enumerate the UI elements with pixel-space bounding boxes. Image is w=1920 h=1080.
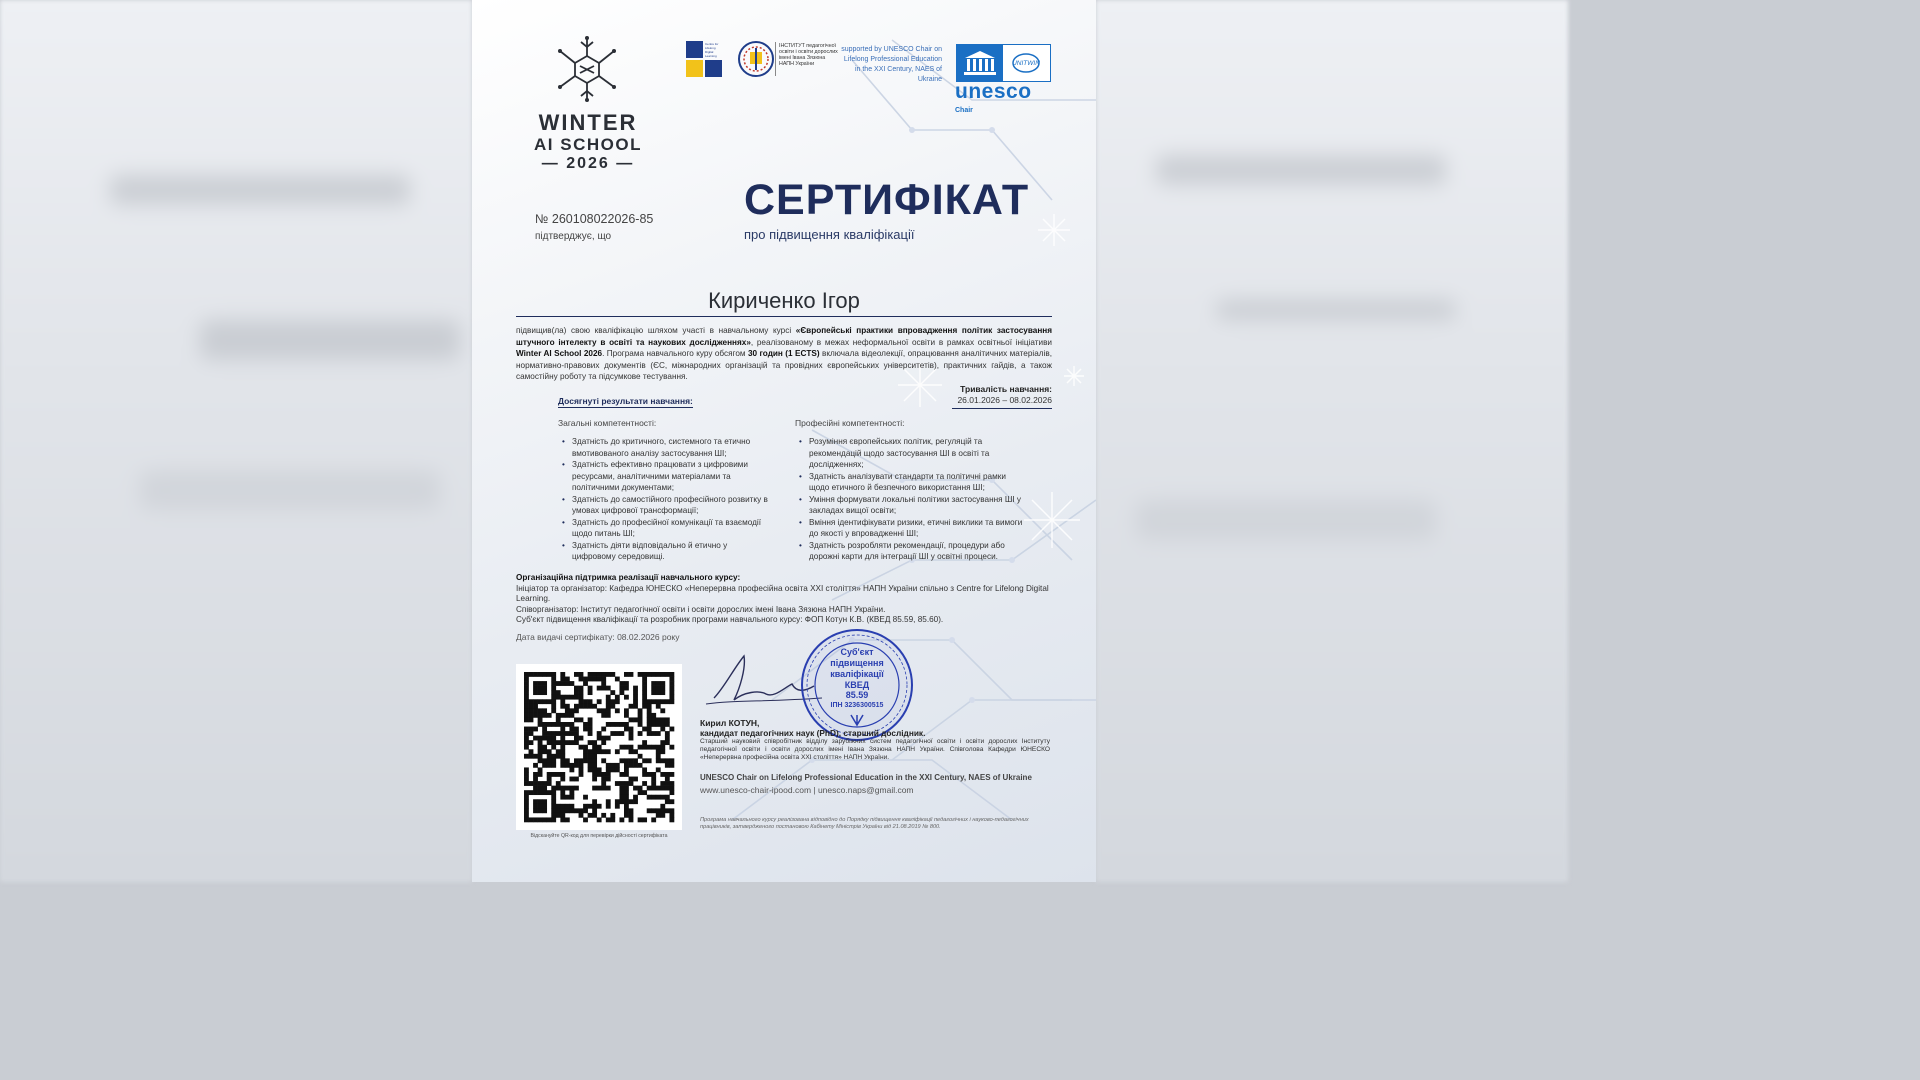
stamp-line-4: КВЕД [844, 680, 870, 690]
general-competences [558, 418, 768, 563]
unesco-temple-icon [957, 45, 1050, 81]
logo-line-ai-school: AI SCHOOL [534, 135, 642, 154]
signer-name-text: Кирил КОТУН, [700, 718, 760, 728]
issue-date: Дата видачі сертифікату: 08.02.2026 року [516, 632, 680, 642]
unesco-logo-box [956, 44, 1051, 82]
organization-line-3: Суб'єкт підвищення кваліфікації та розробник програми навчального курсу: ФОП Котун К.В. (КВЕД 85.59, 85.60). [516, 615, 944, 624]
unitwin-label: UNITWIN [1012, 60, 1040, 67]
signer-degree: кандидат педагогічних наук (PhD), старший дослідник. [700, 728, 926, 738]
duration-label: Тривалість навчання: [960, 384, 1052, 394]
official-stamp [799, 627, 915, 743]
desc-part-4: включала відеолекції, опрацювання аналітичних матеріалів, нормативно-правових документів (ЄС, міжнародних організацій та провідних європейських університетів), практичних гайдів, а також самостійну роботу та підсумкове тестування. [516, 349, 1052, 381]
course-hours: 30 годин (1 ECTS) [747, 349, 820, 358]
list-item: • Здатність розробляти рекомендації, процедури або дорожні карти для інтеграції ШІ у освітні процеси. [795, 540, 1025, 563]
organization-block [516, 573, 1076, 626]
unesco-chair-label: Chair [955, 107, 973, 114]
list-item: • Уміння формувати локальні політики застосування ШІ у закладах вищої освіти; [795, 494, 1025, 517]
stamp-line-5: 85.59 [845, 690, 869, 700]
qr-code-image [516, 664, 682, 830]
logo-line-year: — 2026 — [541, 155, 635, 172]
duration-underline [952, 408, 1052, 409]
general-heading: Загальні компетентності: [558, 418, 657, 428]
list-item: • Здатність до професійної комунікації та взаємодії щодо питань ШІ; [558, 517, 768, 540]
certificate-number: № 260108022026-85 [535, 212, 654, 226]
certificate-title: СЕРТИФІКАТ [744, 176, 1030, 224]
list-item: • Розуміння європейських політик, регуляцій та рекомендацій щодо застосування ШІ в освіті та дослідженнях; [795, 436, 1025, 471]
list-item: • Здатність до критичного, системного та етично вмотивованого аналізу застосування ШІ; [558, 436, 768, 459]
background-blur-left [0, 0, 472, 882]
stamp-line-3: кваліфікації [830, 669, 884, 679]
duration-value: 26.01.2026 – 08.02.2026 [957, 395, 1052, 405]
qr-code[interactable] [516, 664, 682, 830]
chair-contacts[interactable]: www.unesco-chair-ipood.com | unesco.naps@gmail.com [700, 785, 914, 795]
logo-line-winter: WINTER [538, 110, 638, 135]
stamp-line-1: Суб'єкт [840, 647, 874, 657]
recipient-name: Кириченко Ігор [708, 288, 860, 313]
legal-footnote: Програма навчального курсу реалізована відповідно до Порядку підвищення кваліфікації педагогічних і науково-педагогічних працівників, затвердженого постановою Кабінету Міністрів України від 21.08.2019 № 800. [700, 817, 1029, 830]
stamp-line-6: ІПН 3236300515 [830, 702, 884, 709]
institute-logo [737, 40, 838, 78]
signer-description: Старший науковий співробітник відділу зарубіжних систем педагогічної освіти і освіти дорослих Інституту педагогічної освіти і освіти дорослих імені Івана Зязюна НАПН України. Співголова Кафедри ЮНЕСКО «Неперервна професійна освіта ХХІ століття» НАПН України. [700, 738, 1050, 761]
chair-name: UNESCO Chair on Lifelong Professional Education in the XXI Century, NAES of Ukraine [700, 773, 1032, 782]
institute-logo-text: ІНСТИТУТ педагогічної освіти і освіти дорослих імені Івана Зязюна НАПН України [779, 43, 838, 67]
list-item: • Вміння ідентифікувати ризики, етичні виклики та вимоги до якості у впровадженні ШІ; [795, 517, 1025, 540]
cdl-logo-text: Centre for Lifelong Digital Learning [705, 42, 719, 58]
certificate-page [472, 0, 1096, 882]
name-underline [516, 316, 1052, 317]
school-name: Winter AI School 2026 [516, 349, 603, 358]
professional-heading: Професійні компетентності: [795, 418, 905, 428]
list-item: • Здатність до самостійного професійного розвитку в умовах цифрової трансформації; [558, 494, 768, 517]
stamp-line-2: підвищення [830, 658, 884, 668]
organization-heading: Організаційна підтримка реалізації навчального курсу: [516, 573, 741, 582]
desc-part-1: підвищив(ла) свою кваліфікацію шляхом участі в навчальному курсі [516, 326, 796, 335]
unesco-wordmark: unesco [955, 80, 1032, 103]
desc-part-2: , реалізованому в межах неформальної освіти в рамках освітньої ініціативи [750, 337, 1052, 347]
course-title: «Європейські практики впровадження політик застосування штучного інтелекту в освіті та наукових дослідженнях» [516, 326, 1052, 347]
certificate-subtitle: про підвищення кваліфікації [744, 227, 915, 242]
snowflake-network-icon [556, 36, 618, 102]
background-blur-right [1096, 0, 1568, 882]
cdl-logo [686, 41, 724, 77]
signer-name [700, 718, 759, 728]
organization-line-1: Ініціатор та організатор: Кафедра ЮНЕСКО «Неперервна професійна освіта ХХІ століття» НАПН України спільно з Centre for Lifelong Digital Learning. [516, 583, 1049, 603]
list-item: • Здатність діяти відповідально й етично у цифровому середовищі. [558, 540, 768, 563]
results-heading: Досягнуті результати навчання: [558, 396, 693, 406]
winter-ai-school-logo [512, 110, 664, 173]
list-item: • Здатність ефективно працювати з цифровими ресурсами, аналітичними матеріалами та політичними документами; [558, 459, 768, 494]
desc-part-3: . Програма навчального куру обсягом [602, 349, 748, 358]
confirms-text: підтверджує, що [535, 231, 612, 242]
professional-competences [795, 418, 1025, 563]
list-item: • Здатність аналізувати стандарти та політичні рамки щодо етичного й безпечного використання ШІ; [795, 471, 1025, 494]
supported-by-text: supported by UNESCO Chair on Lifelong Professional Education in the XXI Century, NAES of Ukraine [841, 46, 942, 83]
course-description [516, 325, 1052, 383]
qr-caption: Відскануйте QR-код для перевірки дійсності сертифіката [530, 833, 668, 839]
organization-line-2: Співорганізатор: Інститут педагогічної освіти і освіти дорослих імені Івана Зязюна НАПН України. [516, 604, 886, 614]
institute-emblem-icon [737, 40, 775, 78]
